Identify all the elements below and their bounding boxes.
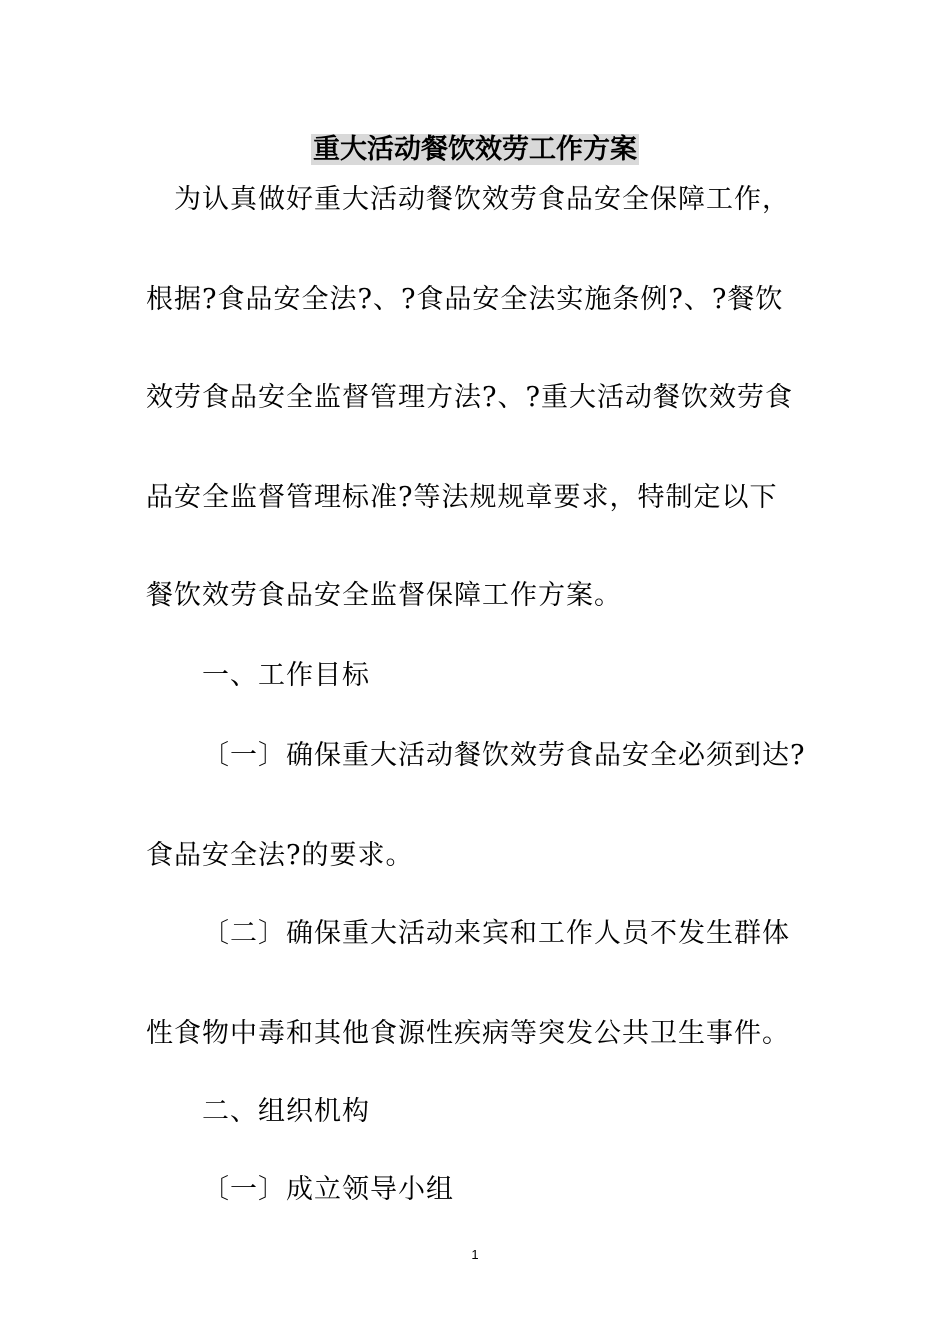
page-number: 1	[471, 1247, 479, 1262]
paragraph-line: 品安全监督管理标准?等法规规章要求，特制定以下	[146, 482, 778, 513]
section-heading: 二、组织机构	[202, 1096, 370, 1127]
paragraph-line: 〔一〕确保重大活动餐饮效劳食品安全必须到达?	[202, 740, 806, 771]
section-heading: 一、工作目标	[202, 660, 370, 691]
paragraph-line: 性食物中毒和其他食源性疾病等突发公共卫生事件。	[146, 1018, 790, 1049]
paragraph-line: 效劳食品安全监督管理方法?、?重大活动餐饮效劳食	[146, 382, 793, 413]
paragraph-line: 〔二〕确保重大活动来宾和工作人员不发生群体	[202, 918, 790, 949]
paragraph-line: 餐饮效劳食品安全监督保障工作方案。	[146, 580, 622, 611]
paragraph-line: 〔一〕成立领导小组	[202, 1174, 454, 1205]
document-title-text: 重大活动餐饮效劳工作方案	[313, 134, 637, 165]
document-title	[0, 130, 950, 170]
paragraph-line: 为认真做好重大活动餐饮效劳食品安全保障工作，	[174, 184, 790, 215]
paragraph-line: 根据?食品安全法?、?食品安全法实施条例?、?餐饮	[146, 284, 784, 315]
paragraph-line: 食品安全法?的要求。	[146, 840, 414, 871]
